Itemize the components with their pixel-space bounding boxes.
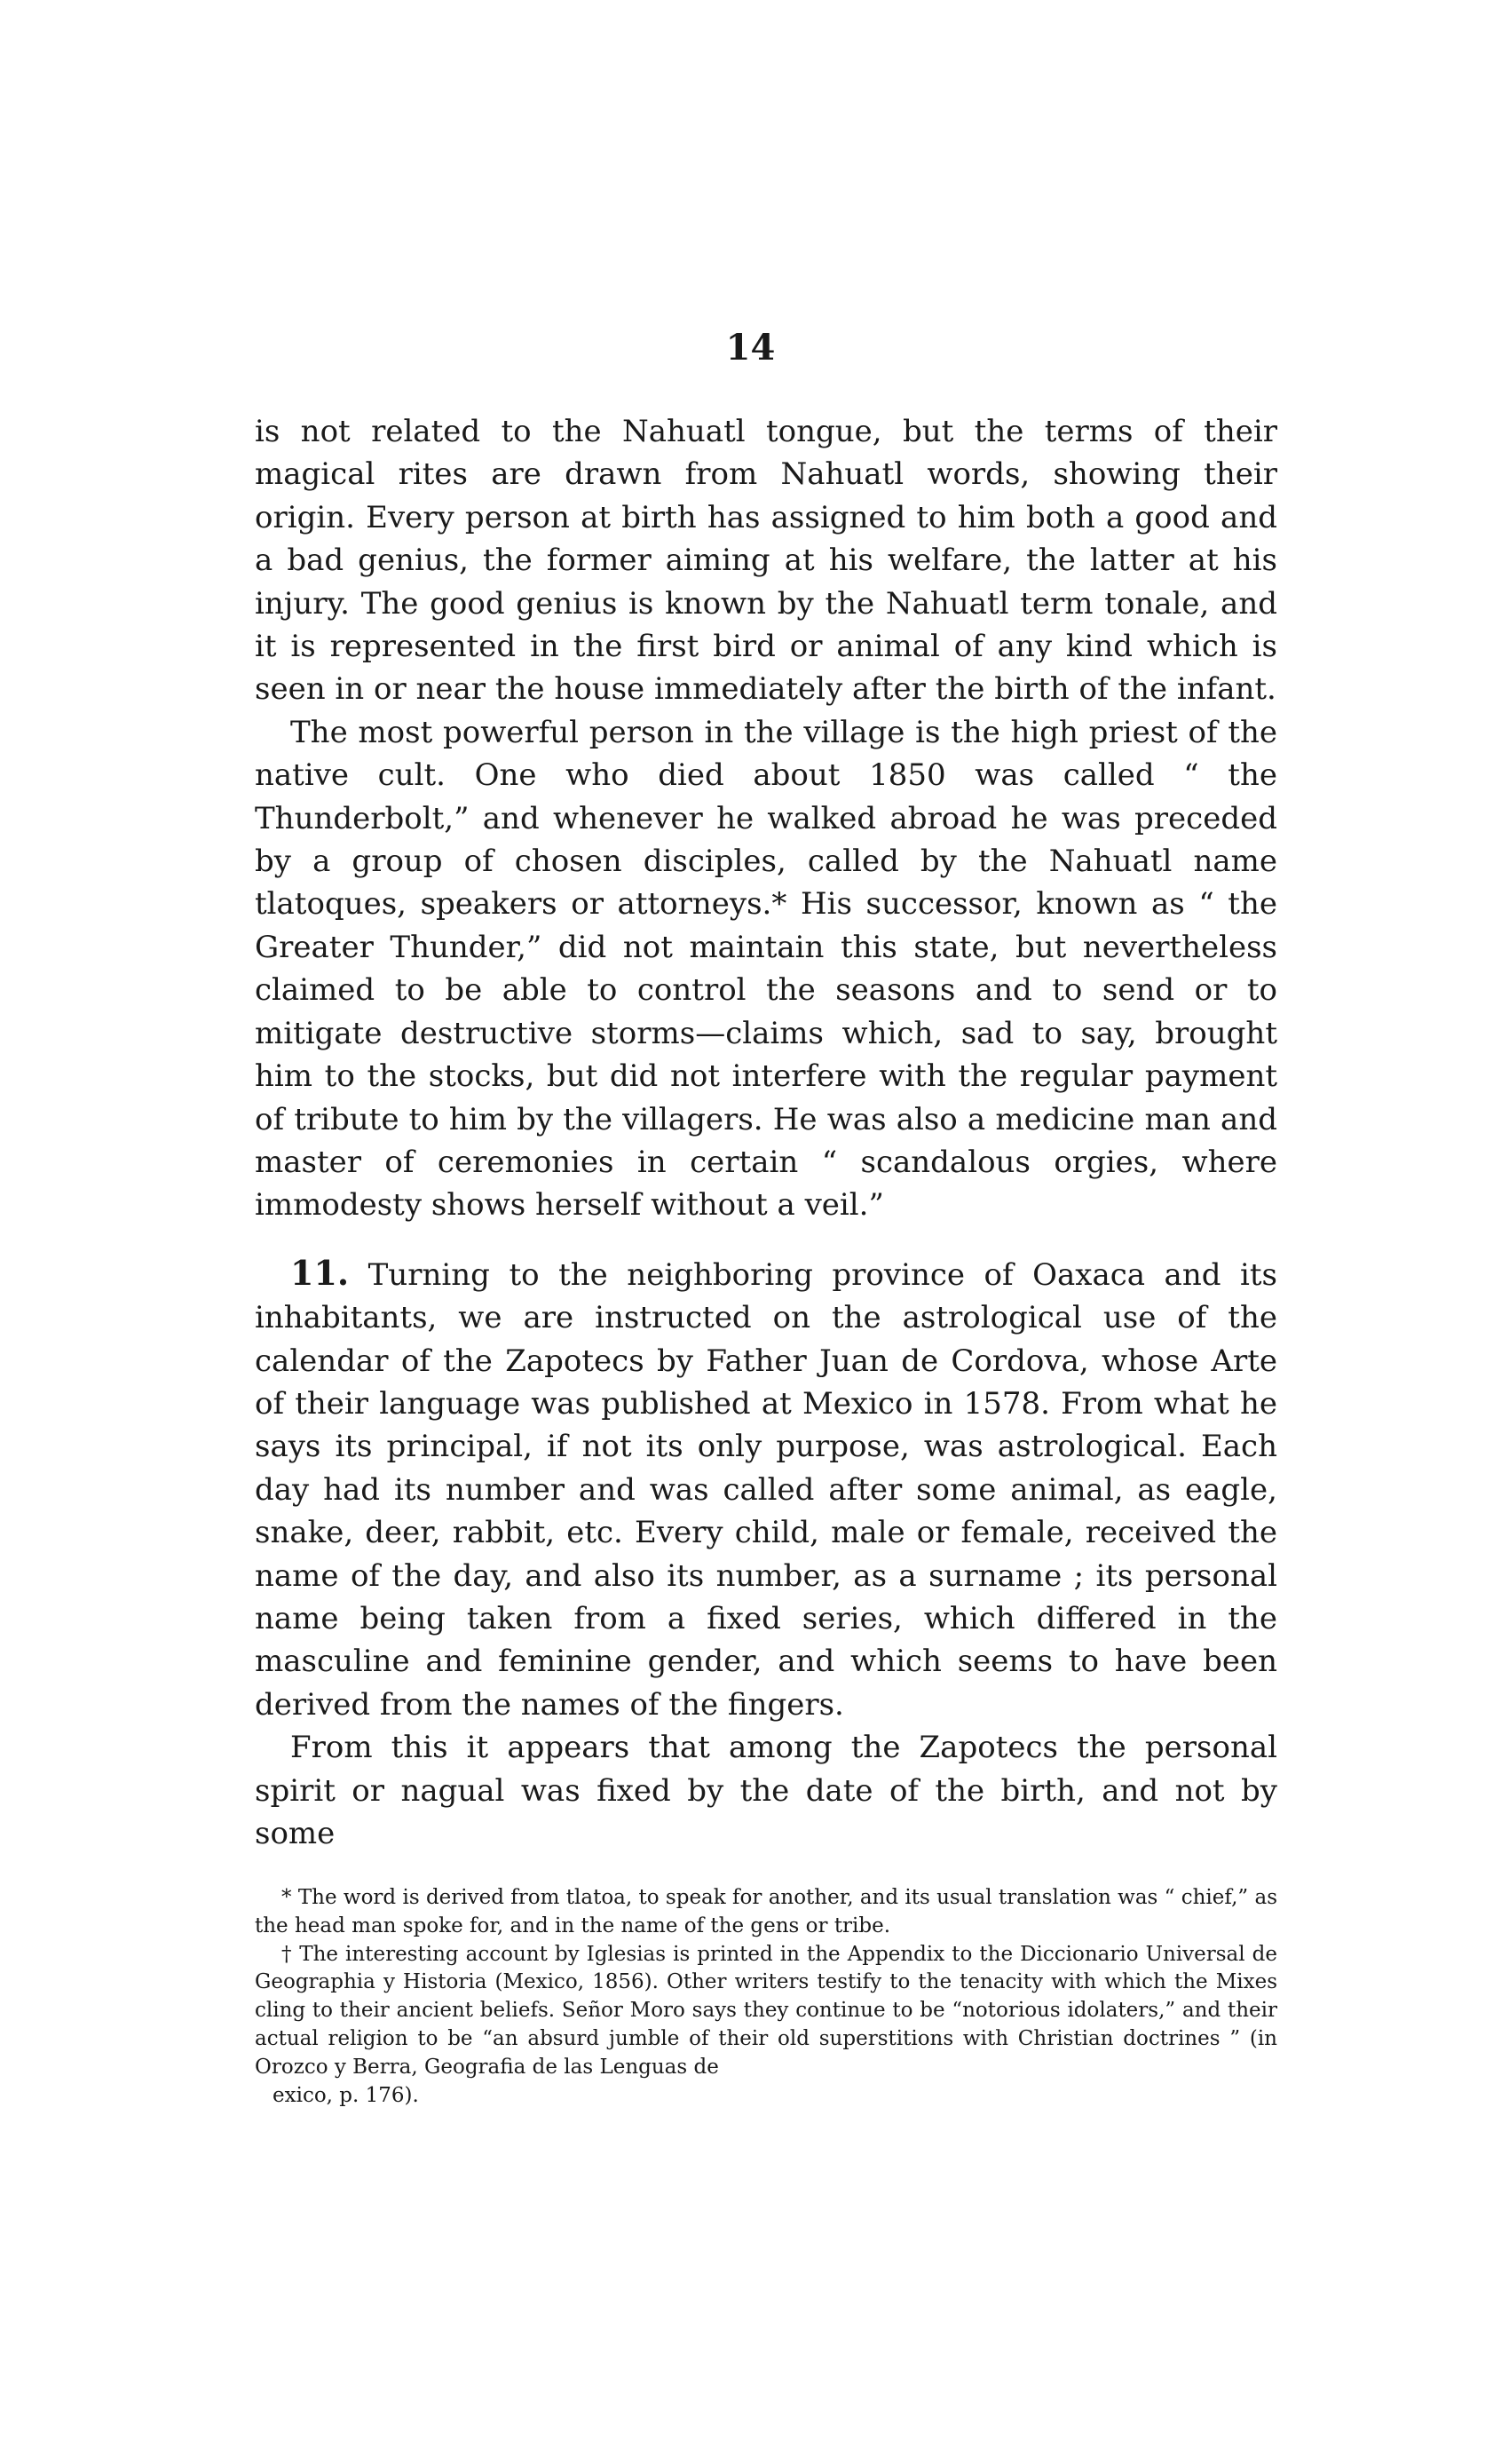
- paragraph-3-text: Turning to the neighboring province of Oaxaca and its inhabitants, we are instructed on the astrological use of the calendar of the Zapotecs by Father Juan de Cordova, whose Arte of their language was published at Mexico in 1578. From what he says its principal, if not its only purpose, was astrological. Each day had its number and was called after some animal, as eagle, snake, deer, rabbit, etc. Every child, male or female, received the name of the day, and also its number, as a surname ; its personal name being taken from a fixed series, which differed in the masculine and feminine gender, and which seems to have been derived from the names of the fingers.: [255, 1256, 1277, 1723]
- footnote-2: † The interesting account by Iglesias is printed in the Appendix to the Diccionario Universal de Geographia y Historia (Mexico, 1856). Other writers testify to the tenacity with which the Mixes cling to their ancient beliefs. Señor Moro says they continue to be “notorious idolaters,” and their actual religion to be “an absurd jumble of their old superstitions with Christian doctrines ” (in Orozco y Berra, Geografia de las Lenguas de: [255, 1942, 1277, 2079]
- footnote-2-continuation: exico, p. 176).: [273, 2083, 419, 2107]
- footnote-1: * The word is derived from tlatoa, to speak for another, and its usual translation was “ chief,” as the head man spoke for, and in the name of the gens or tribe.: [255, 1886, 1277, 1937]
- body-text: [255, 410, 1277, 1855]
- section-number: 11.: [290, 1252, 350, 1293]
- paragraph-4: From this it appears that among the Zapotecs the personal spirit or nagual was fixed by the date of the birth, and not by some: [255, 1730, 1277, 1851]
- footnotes: [255, 1884, 1277, 2110]
- paragraph-1: is not related to the Nahuatl tongue, but the terms of their magical rites are drawn from Nahuatl words, showing their origin. Every person at birth has assigned to him both a good and a bad genius, the former aiming at his welfare, the latter at his injury. The good genius is known by the Nahuatl term tonale, and it is represented in the first bird or animal of any kind which is seen in or near the house immediately after the birth of the infant.: [255, 414, 1277, 708]
- paragraph-3: [255, 1252, 1277, 1726]
- paragraph-2: The most powerful person in the village is the high priest of the native cult. One who died about 1850 was called “ the Thunderbolt,” and whenever he walked abroad he was preceded by a group of chosen disciples, called by the Nahuatl name tlatoques, speakers or attorneys.* His successor, known as “ the Greater Thunder,” did not maintain this state, but nevertheless claimed to be able to control the seasons and to send or to mitigate destructive storms—claims which, sad to say, brought him to the stocks, but did not interfere with the regular payment of tribute to him by the villagers. He was also a medicine man and master of ceremonies in certain “ scandalous orgies, where immodesty shows herself without a veil.”: [255, 714, 1277, 1224]
- page-number: 14: [725, 327, 776, 368]
